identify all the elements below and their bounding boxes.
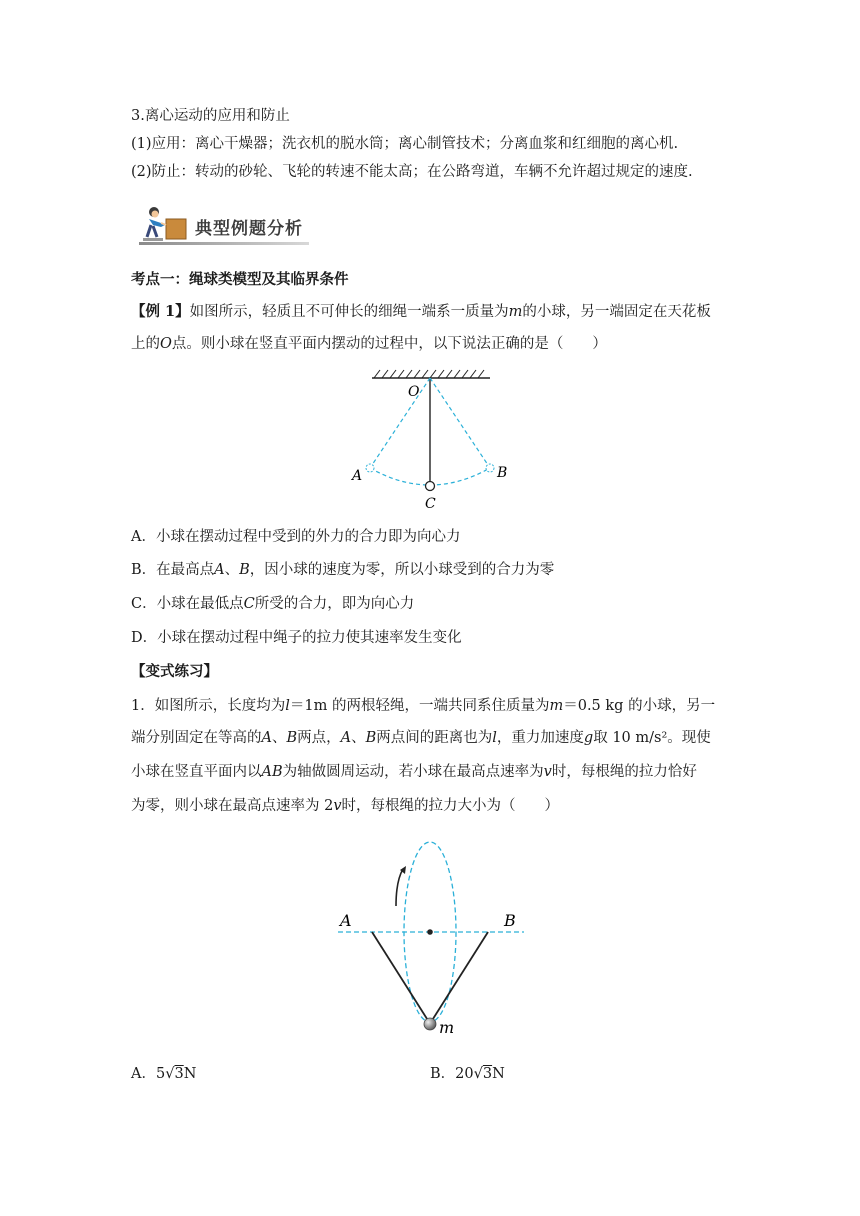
banner-title: 典型例题分析 — [195, 219, 303, 239]
choice-radicand: 3 — [482, 1066, 493, 1082]
text: ，重力加速度 — [496, 730, 584, 746]
option-key: B． — [131, 562, 157, 578]
label-m: m — [439, 1018, 455, 1036]
text: 的小球，另一端固定在天花板 — [522, 304, 711, 320]
choice-coef: 5 — [155, 1066, 166, 1082]
option-text: ，因小球的速度为零，所以小球受到的合力为零 — [249, 562, 555, 578]
circular-motion-figure — [330, 836, 530, 1036]
option-key: C． — [131, 596, 157, 612]
option-text: 小球在最低点 — [156, 596, 244, 612]
text: 上的 — [131, 336, 160, 352]
choice-a — [131, 1064, 196, 1084]
var-B: B — [286, 730, 298, 746]
text: 1．如图所示，长度均为 — [131, 698, 286, 714]
var-l: l — [492, 730, 497, 746]
label-C: C — [425, 496, 436, 512]
option-text: 所受的合力，即为向心力 — [254, 596, 415, 612]
option-text: 小球在摆动过程中受到的外力的合力即为向心力 — [155, 529, 461, 545]
choice-radicand: 3 — [174, 1066, 184, 1082]
label-B: B — [497, 465, 508, 481]
variant-heading: 【变式练习】 — [131, 663, 218, 680]
var-C: C — [243, 596, 255, 612]
choice-unit: N — [183, 1066, 197, 1082]
choice-unit: N — [492, 1066, 505, 1082]
text: ＝1m 的两根轻绳，一端共同系住质量为 — [289, 698, 550, 714]
text: 为轴做圆周运动，若小球在最高点速率为 — [282, 764, 544, 780]
var-A: A — [340, 730, 352, 746]
var-v: v — [543, 764, 552, 780]
var-l: l — [285, 698, 290, 714]
label-A: A — [352, 468, 363, 484]
choice-b — [430, 1064, 505, 1084]
example1-tag: 【例 1】 — [131, 303, 190, 320]
label-B: B — [504, 911, 516, 930]
example1-line1 — [131, 302, 711, 322]
option-key: D． — [131, 630, 158, 646]
label-O: O — [408, 384, 420, 400]
text: 两点间的距离也为 — [376, 730, 493, 746]
option-d — [131, 628, 462, 648]
option-key: A． — [131, 529, 156, 545]
text: 两点， — [297, 730, 341, 746]
var-A: A — [261, 730, 272, 746]
text: 小球在竖直平面内以 — [131, 764, 262, 780]
text: 取 10 m/s²。现使 — [593, 730, 711, 746]
choice-coef: 20 — [455, 1066, 474, 1082]
kaodian-heading: 考点一：绳球类模型及其临界条件 — [131, 271, 349, 288]
variant-q1-line3 — [131, 762, 697, 782]
var-A: A — [214, 562, 225, 578]
variant-q1-line2 — [131, 728, 711, 748]
text: 为零，则小球在最高点速率为 2 — [131, 798, 334, 814]
var-v: v — [333, 798, 342, 814]
text: 、 — [351, 730, 366, 746]
text: ＝0.5 kg 的小球，另一 — [563, 698, 716, 714]
var-B: B — [239, 562, 250, 578]
var-m: m — [508, 304, 523, 320]
var-m: m — [549, 698, 564, 714]
option-b — [131, 560, 554, 580]
label-A: A — [340, 911, 352, 930]
example1-line2 — [131, 334, 607, 354]
section3-apply: (1)应用：离心干燥器；洗衣机的脱水筒；离心制管技术；分离血浆和红细胞的离心机. — [131, 136, 679, 152]
variant-q1-line1 — [131, 696, 715, 716]
section3-heading: 3.离心运动的应用和防止 — [131, 108, 290, 124]
var-B: B — [365, 730, 377, 746]
var-g: g — [583, 730, 594, 746]
text: 时，每根绳的拉力大小为（ ） — [341, 798, 560, 814]
pendulum-figure — [340, 364, 510, 514]
option-text: 、 — [224, 562, 240, 578]
option-c — [131, 594, 414, 614]
variant-q1-line4 — [131, 796, 559, 816]
banner-underline — [139, 242, 309, 245]
text: 端分别固定在等高的 — [131, 730, 262, 746]
section-banner — [139, 205, 309, 245]
option-text: 小球在摆动过程中绳子的拉力使其速率发生变化 — [157, 630, 462, 646]
var-O: O — [160, 336, 172, 352]
text: 点。则小球在竖直平面内摆动的过程中，以下说法正确的是（ ） — [171, 336, 607, 352]
sqrt-sign: √ — [473, 1066, 483, 1082]
choice-key: A． — [131, 1066, 156, 1082]
sqrt-sign: √ — [165, 1066, 175, 1082]
var-AB: AB — [261, 764, 283, 780]
option-a — [131, 527, 460, 547]
text: 如图所示，轻质且不可伸长的细绳一端系一质量为 — [189, 304, 509, 320]
section3-prevent: (2)防止：转动的砂轮、飞轮的转速不能太高；在公路弯道，车辆不允许超过规定的速度. — [131, 164, 693, 180]
text: 时，每根绳的拉力恰好 — [551, 764, 697, 780]
person-pushing-box-icon — [139, 205, 189, 245]
option-text: 在最高点 — [156, 562, 215, 578]
choice-key: B． — [430, 1066, 456, 1082]
text: 、 — [271, 730, 287, 746]
